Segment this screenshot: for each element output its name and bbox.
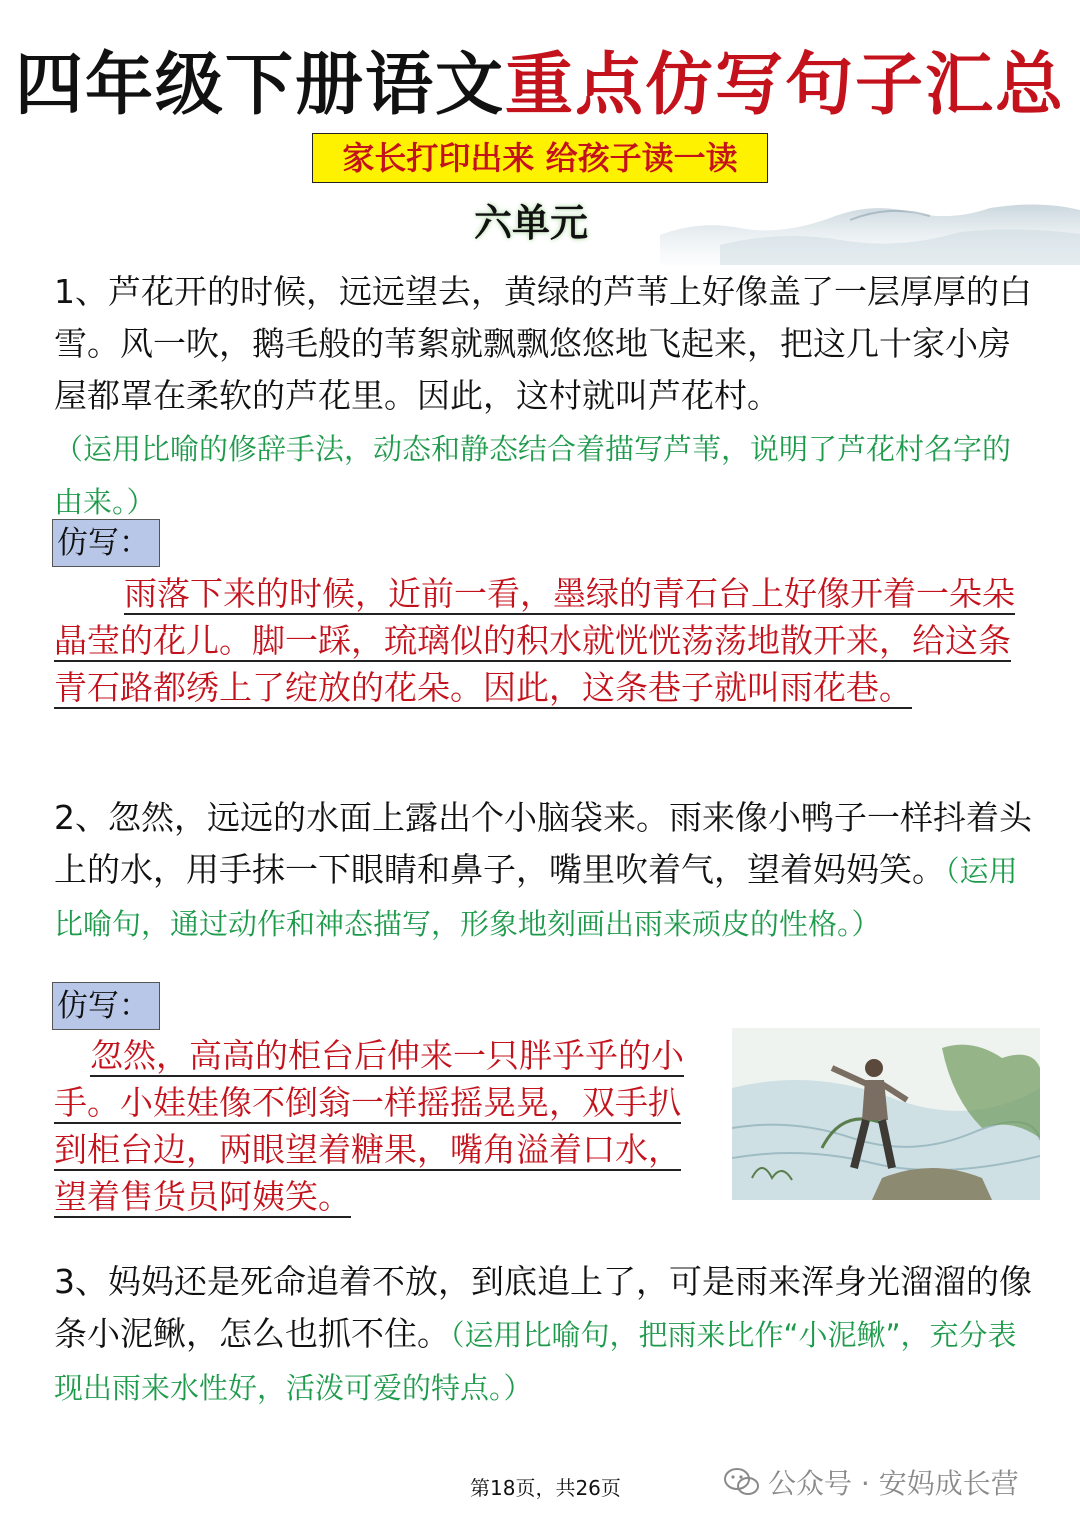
sentence-3-text: 3、妈妈还是死命追着不放，到底追上了，可是雨来浑身光溜溜的像条小泥鳅，怎么也抓不住。 — [54, 1262, 1032, 1353]
mountain-mist-decoration — [660, 190, 1080, 265]
page-title — [0, 40, 1080, 130]
sentence-1-text: 1、芦花开的时候，远远望去，黄绿的芦苇上好像盖了一层厚厚的白雪。风一吹，鹅毛般的苇絮就飘飘悠悠地飞起来，把这几十家小房屋都罩在柔软的芦花里。因此，这村就叫芦花村。 — [54, 272, 1032, 415]
imitation-1 — [54, 570, 1030, 711]
sentence-1 — [54, 266, 1034, 528]
page-number: 第18页，共26页 — [470, 1476, 621, 1500]
sentence-2 — [54, 792, 1034, 950]
sentence-2-text: 2、忽然，远远的水面上露出个小脑袋来。雨来像小鸭子一样抖着头上的水，用手抹一下眼睛和鼻子，嘴里吹着气，望着妈妈笑。 — [54, 798, 1032, 889]
sentence-3 — [54, 1256, 1034, 1414]
unit-heading: 六单元 — [474, 200, 589, 245]
sentence-3-note: （运用比喻句，把雨来比作“小泥鳅”，充分表现出雨来水性好，活泼可爱的特点。） — [54, 1318, 1017, 1405]
watermark — [724, 1462, 1019, 1502]
imitation-2 — [54, 1032, 710, 1220]
illustration-boy-by-river — [732, 1028, 1040, 1200]
sentence-2-note: （运用比喻句，通过动作和神态描写，形象地刻画出雨来顽皮的性格。） — [54, 854, 1018, 941]
imitation-2-text: 忽然，高高的柜台后伸来一只胖乎乎的小手。小娃娃像不倒翁一样摇摇晃晃，双手扒到柜台边，两眼望着糖果，嘴角溢着口水，望着售货员阿姨笑。 — [54, 1036, 684, 1216]
imitation-1-text: 雨落下来的时候，近前一看，墨绿的青石台上好像开着一朵朵晶莹的花儿。脚一踩，琉璃似的积水就恍恍荡荡地散开来，给这条青石路都绣上了绽放的花朵。因此，这条巷子就叫雨花巷。 — [54, 574, 1015, 707]
title-red-part: 重点仿写句子汇总 — [505, 45, 1066, 125]
imitation-label-1: 仿写： — [52, 519, 160, 567]
watermark-text: 公众号 · 安妈成长营 — [768, 1467, 1019, 1500]
title-black-part: 四年级下册语文 — [14, 45, 505, 125]
sentence-1-note: （运用比喻的修辞手法，动态和静态结合着描写芦苇，说明了芦花村名字的由来。） — [54, 432, 1012, 519]
wechat-icon — [724, 1467, 760, 1497]
imitation-label-2: 仿写： — [52, 982, 160, 1030]
subtitle-banner: 家长打印出来 给孩子读一读 — [312, 133, 768, 183]
